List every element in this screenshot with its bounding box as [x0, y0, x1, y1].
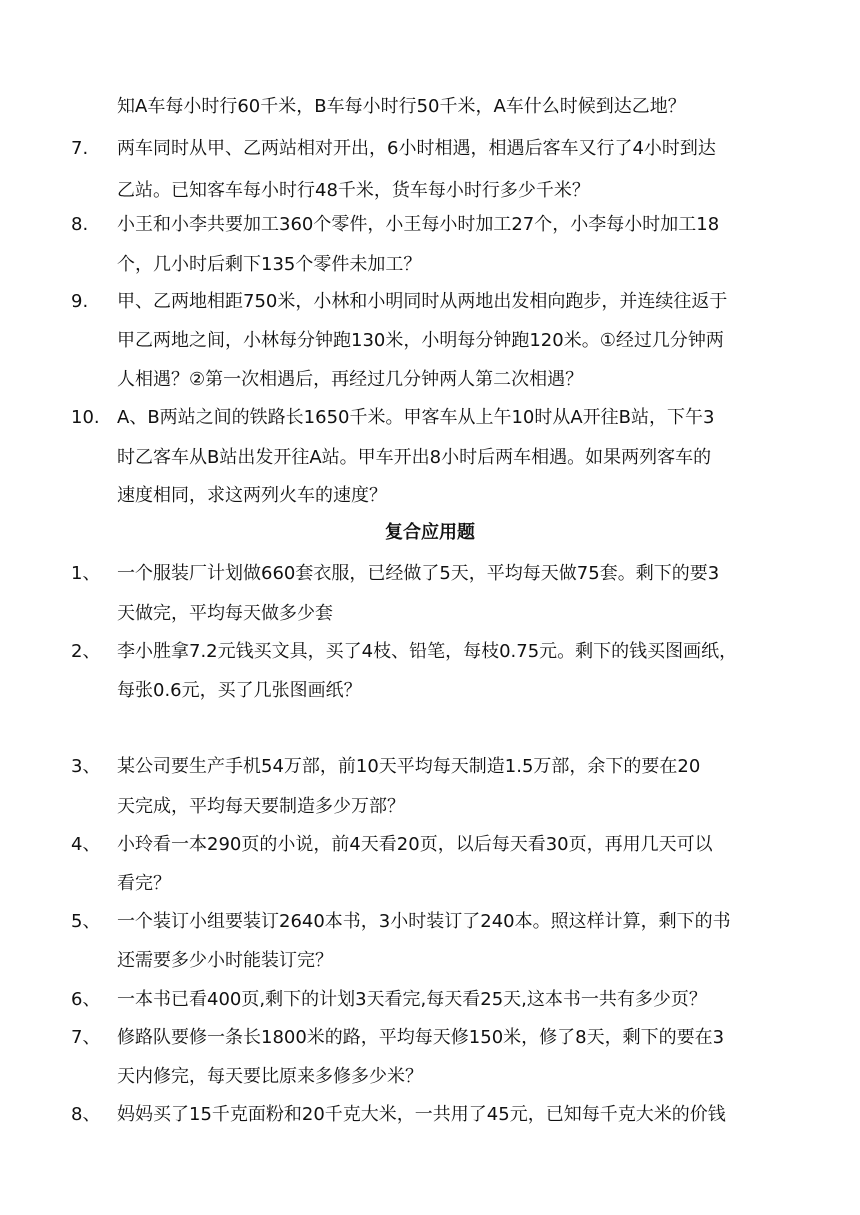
- problem-6-continuation: 知A车每小时行60千米，B车每小时行50千米，A车什么时候到达乙地？: [117, 96, 686, 117]
- problem-9-line-2: 甲乙两地之间，小林每分钟跑130米，小明每分钟跑120米。①经过几分钟两: [117, 330, 724, 351]
- compound-7-number: 7、: [71, 1027, 101, 1048]
- compound-3-line-1: 某公司要生产手机54万部，前10天平均每天制造1.5万部，余下的要在20: [117, 756, 701, 777]
- compound-3-line-2: 天完成，平均每天要制造多少万部？: [117, 796, 405, 817]
- compound-4-line-2: 看完？: [117, 873, 171, 894]
- problem-10-line-1: A、B两站之间的铁路长1650千米。甲客车从上午10时从A开往B站，下午3: [117, 407, 715, 428]
- compound-2-line-2: 每张0.6元，买了几张图画纸？: [117, 680, 362, 701]
- problem-8-line-2: 个，几小时后剩下135个零件未加工？: [117, 254, 422, 275]
- compound-7-line-1: 修路队要修一条长1800米的路，平均每天修150米，修了8天，剩下的要在3: [117, 1027, 725, 1048]
- problem-9-number: 9.: [71, 291, 89, 312]
- compound-1-line-1: 一个服装厂计划做660套衣服，已经做了5天，平均每天做75套。剩下的要3: [117, 563, 720, 584]
- compound-8-line-1: 妈妈买了15千克面粉和20千克大米，一共用了45元，已知每千克大米的价钱: [117, 1104, 726, 1125]
- problem-7-line-1: 两车同时从甲、乙两站相对开出，6小时相遇，相遇后客车又行了4小时到达: [117, 138, 716, 159]
- compound-4-number: 4、: [71, 834, 101, 855]
- compound-2-number: 2、: [71, 641, 101, 662]
- problem-9-line-1: 甲、乙两地相距750米，小林和小明同时从两地出发相向跑步，并连续往返于: [117, 291, 728, 312]
- compound-1-number: 1、: [71, 563, 101, 584]
- problem-8-number: 8.: [71, 214, 89, 235]
- compound-1-line-2: 天做完，平均每天做多少套: [117, 603, 333, 624]
- problem-9-line-3: 人相遇？②第一次相遇后，再经过几分钟两人第二次相遇？: [117, 369, 584, 390]
- compound-5-number: 5、: [71, 911, 101, 932]
- section-title: 复合应用题: [385, 522, 475, 543]
- compound-5-line-2: 还需要多少小时能装订完？: [117, 950, 333, 971]
- problem-10-line-2: 时乙客车从B站出发开往A站。甲车开出8小时后两车相遇。如果两列客车的: [117, 447, 712, 468]
- compound-8-number: 8、: [71, 1104, 101, 1125]
- compound-2-line-1: 李小胜拿7.2元钱买文具，买了4枝、铅笔，每枝0.75元。剩下的钱买图画纸，: [117, 641, 738, 662]
- problem-7-number: 7.: [71, 138, 89, 159]
- compound-5-line-1: 一个装订小组要装订2640本书，3小时装订了240本。照这样计算，剩下的书: [117, 911, 731, 932]
- problem-10-line-3: 速度相同，求这两列火车的速度？: [117, 485, 387, 506]
- compound-6-line-1: 一本书已看400页,剩下的计划3天看完,每天看25天,这本书一共有多少页？: [117, 989, 707, 1010]
- compound-6-number: 6、: [71, 989, 101, 1010]
- compound-7-line-2: 天内修完，每天要比原来多修多少米？: [117, 1066, 423, 1087]
- compound-4-line-1: 小玲看一本290页的小说，前4天看20页，以后每天看30页，再用几天可以: [117, 834, 713, 855]
- compound-3-number: 3、: [71, 756, 101, 777]
- problem-10-number: 10.: [71, 407, 100, 428]
- problem-8-line-1: 小王和小李共要加工360个零件，小王每小时加工27个，小李每小时加工18: [117, 214, 720, 235]
- problem-7-line-2: 乙站。已知客车每小时行48千米，货车每小时行多少千米？: [117, 180, 590, 201]
